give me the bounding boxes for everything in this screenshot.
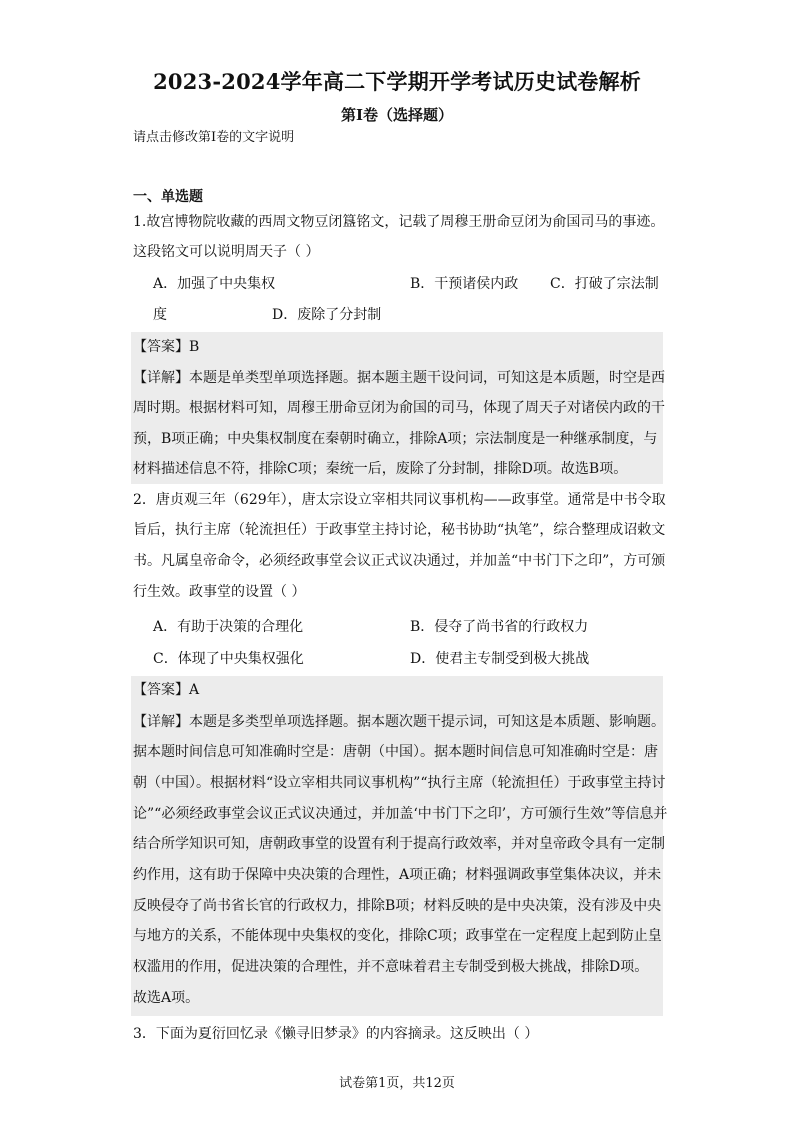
q2-stem-line: 行生效。政事堂的设置（ ） [133, 584, 306, 600]
q2-detail-line: 据本题时间信息可知准确时空是：唐朝（中国）。据本题时间信息可知准确时空是：唐 [133, 744, 658, 760]
q2-detail-line: 结合所学知识可知，唐朝政事堂的设置有利于提高行政效率，并对皇帝政令具有一定制 [133, 836, 665, 852]
q2-detail-line: 论”“必须经政事堂会议正式议决通过，并加盖‘中书门下之印’，方可颁行生效”等信息并 [133, 806, 668, 822]
q1-detail-line: 预，B项正确；中央集权制度在秦朝时确立，排除A项；宗法制度是一种继承制度，与 [133, 431, 658, 447]
q1-detail-line: 周时期。根据材料可知，周穆王册命豆闭为俞国的司马，体现了周天子对诸侯内政的干 [133, 400, 665, 416]
q1-stem-line: 这段铭文可以说明周天子（ ） [133, 244, 320, 260]
q1-option-a: A．加强了中央集权 [153, 276, 276, 292]
q2-stem-line: 书。凡属皇帝命令，必须经政事堂会议正式议决通过，并加盖“中书门下之印”，方可颁 [133, 553, 666, 569]
q1-option-c-continued: 度 [153, 307, 167, 323]
q2-detail-line: 朝（中国）。根据材料“设立宰相共同议事机构”“执行主席（轮流担任）于政事堂主持讨 [133, 775, 666, 791]
q2-option-d: D．使君主专制受到极大挑战 [410, 651, 590, 667]
q2-detail-label: 【详解】 [133, 714, 189, 730]
q2-detail-line: 约作用，这有助于保障中央决策的合理性，A项正确；材料强调政事堂集体决议，并未 [133, 867, 662, 883]
q2-stem-line: 2．唐贞观三年（629年），唐太宗设立宰相共同议事机构——政事堂。通常是中书令取 [133, 492, 666, 508]
q1-detail-line-1: 【详解】本题是单类型单项选择题。据本题主题干设问词，可知这是本质题，时空是西 [133, 370, 665, 386]
q1-detail-label: 【详解】 [133, 370, 189, 386]
q2-option-c: C．体现了中央集权强化 [153, 651, 304, 667]
q2-option-b: B．侵夺了尚书省的行政权力 [410, 619, 589, 635]
volume-note: 请点击修改第I卷的文字说明 [133, 130, 295, 145]
q3-stem-line: 3．下面为夏衍回忆录《懒寻旧梦录》的内容摘录。这反映出（ ） [133, 1026, 539, 1042]
q2-detail-line: 故选A项。 [133, 990, 200, 1006]
q1-answer: 【答案】B [133, 339, 200, 355]
q2-detail-line: 与地方的关系，不能体现中央集权的变化，排除C项；政事堂在一定程度上起到防止皇 [133, 928, 662, 944]
q2-detail-line: 权滥用的作用，促进决策的合理性，并不意味着君主专制受到极大挑战，排除D项。 [133, 959, 649, 975]
document-title: 2023-2024学年高二下学期开学考试历史试卷解析 [153, 69, 641, 94]
q2-stem-line: 旨后，执行主席（轮流担任）于政事堂主持讨论，秘书协助“执笔”，综合整理成诏敕文 [133, 522, 666, 538]
q2-detail-line-1: 【详解】本题是多类型单项选择题。据本题次题干提示词，可知这是本质题、影响题。 [133, 714, 665, 730]
q1-option-d: D．废除了分封制 [272, 307, 382, 323]
q2-answer: 【答案】A [133, 682, 200, 698]
section-heading: 一、单选题 [133, 189, 203, 205]
page-footer: 试卷第1页，共12页 [339, 1076, 455, 1091]
q1-detail-line: 材料描述信息不符，排除C项；秦统一后，废除了分封制，排除D项。故选B项。 [133, 461, 628, 477]
volume-subtitle: 第Ⅰ卷（选择题） [340, 106, 454, 124]
q1-option-c: C．打破了宗法制 [550, 276, 659, 292]
q1-option-b: B．干预诸侯内政 [410, 276, 519, 292]
q1-stem-line: 1.故宫博物院收藏的西周文物豆闭簋铭文，记载了周穆王册命豆闭为俞国司马的事迹。 [133, 214, 665, 230]
q2-detail-line: 反映侵夺了尚书省长官的行政权力，排除B项；材料反映的是中央决策，没有涉及中央 [133, 898, 662, 914]
q2-option-a: A．有助于决策的合理化 [153, 619, 304, 635]
